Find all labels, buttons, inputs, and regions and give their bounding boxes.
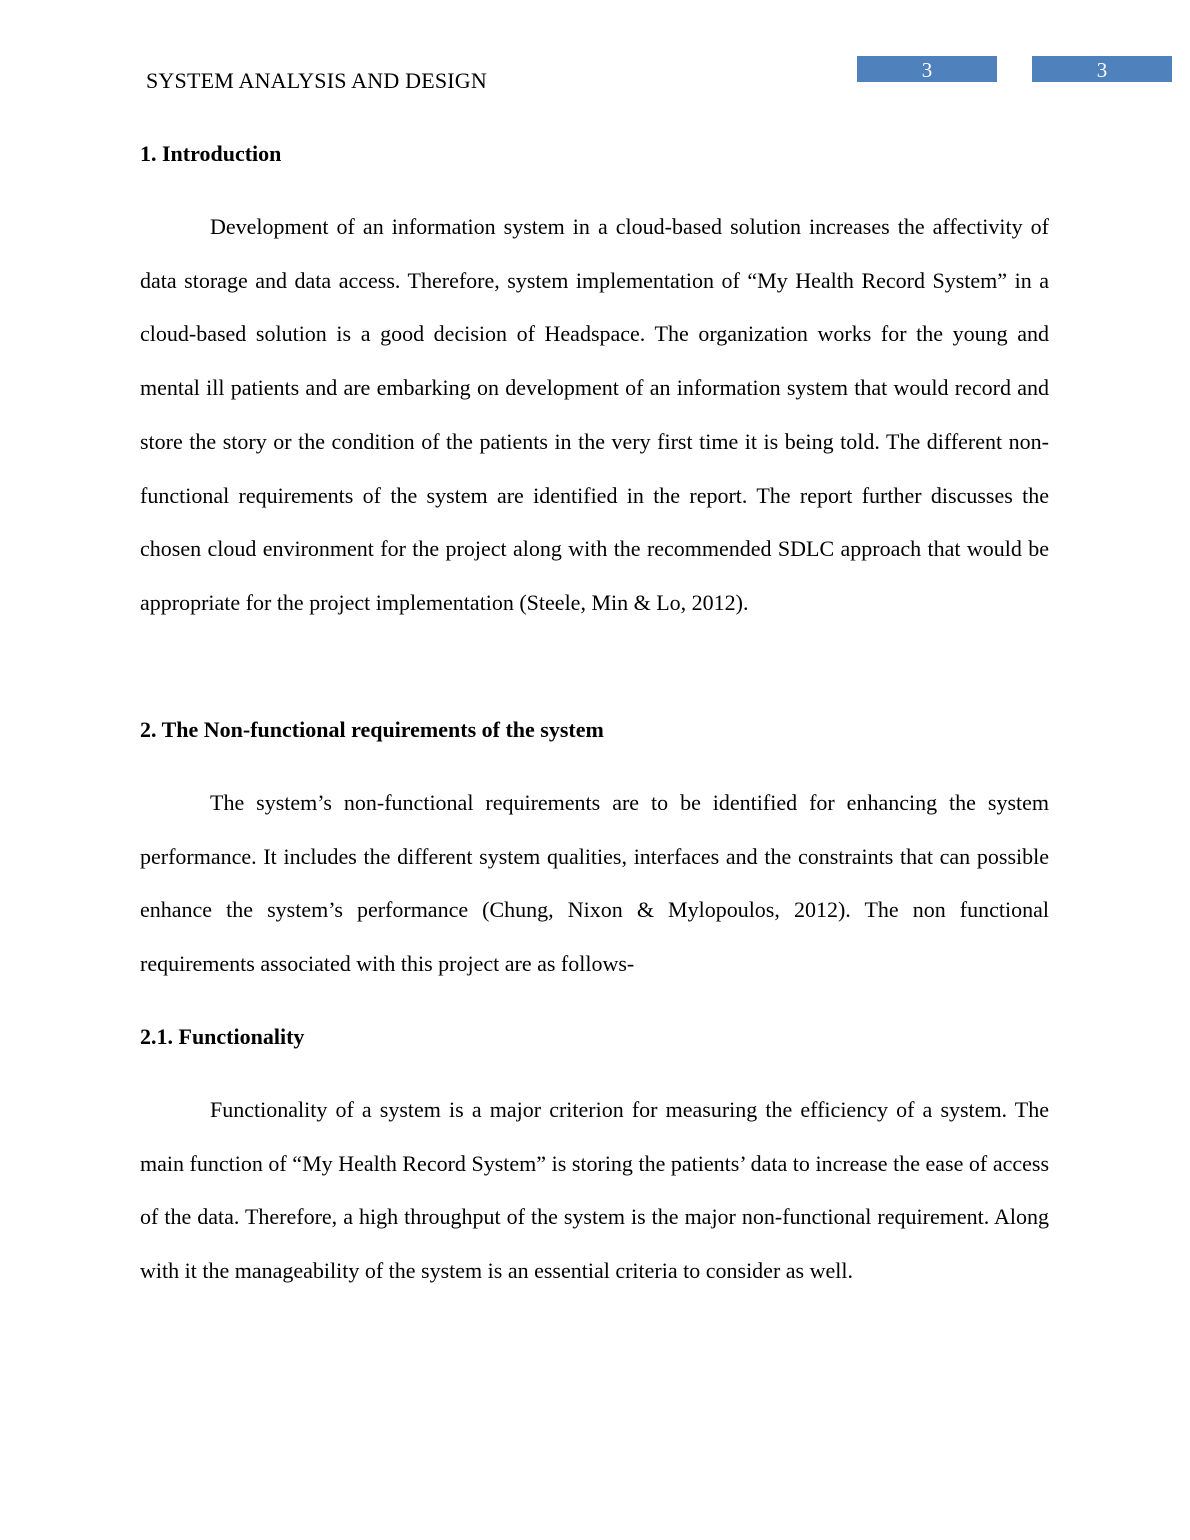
page-number-box-secondary: 3 (1032, 56, 1172, 82)
section-heading-functionality: 2.1. Functionality (140, 1024, 305, 1049)
paragraph-introduction: Development of an information system in a cloud-based solution increases the affectivity of data storage and data access. Therefore, system implementation of “My Health Record System” in a cloud-based solution is a good decision of Headspace. The organization works for the young and mental ill patients and are embarking on development of an information system that would record and store the story or the condition of the patients in the very first time it is being told. The different non-functional requirements of the system are identified in the report. The report further discusses the chosen cloud environment for the project along with the recommended SDLC approach that would be appropriate for the project implementation (Steele, Min & Lo, 2012). (140, 214, 1049, 615)
running-header-title: SYSTEM ANALYSIS AND DESIGN (146, 68, 487, 93)
page-number-box: 3 (857, 56, 997, 82)
section-heading-introduction: 1. Introduction (140, 141, 282, 166)
section-heading-non-functional-requirements: 2. The Non-functional requirements of the system (140, 717, 604, 742)
paragraph-non-functional-requirements: The system’s non-functional requirements are to be identified for enhancing the system performance. It includes the different system qualities, interfaces and the constraints that can possible enhance the system’s performance (Chung, Nixon & Mylopoulos, 2012). The non functional requirements associated with this project are as follows- (140, 790, 1049, 977)
paragraph-functionality: Functionality of a system is a major criterion for measuring the efficiency of a system. The main function of “My Health Record System” is storing the patients’ data to increase the ease of access of the data. Therefore, a high throughput of the system is the major non-functional requirement. Along with it the manageability of the system is an essential criteria to consider as well. (140, 1097, 1049, 1284)
